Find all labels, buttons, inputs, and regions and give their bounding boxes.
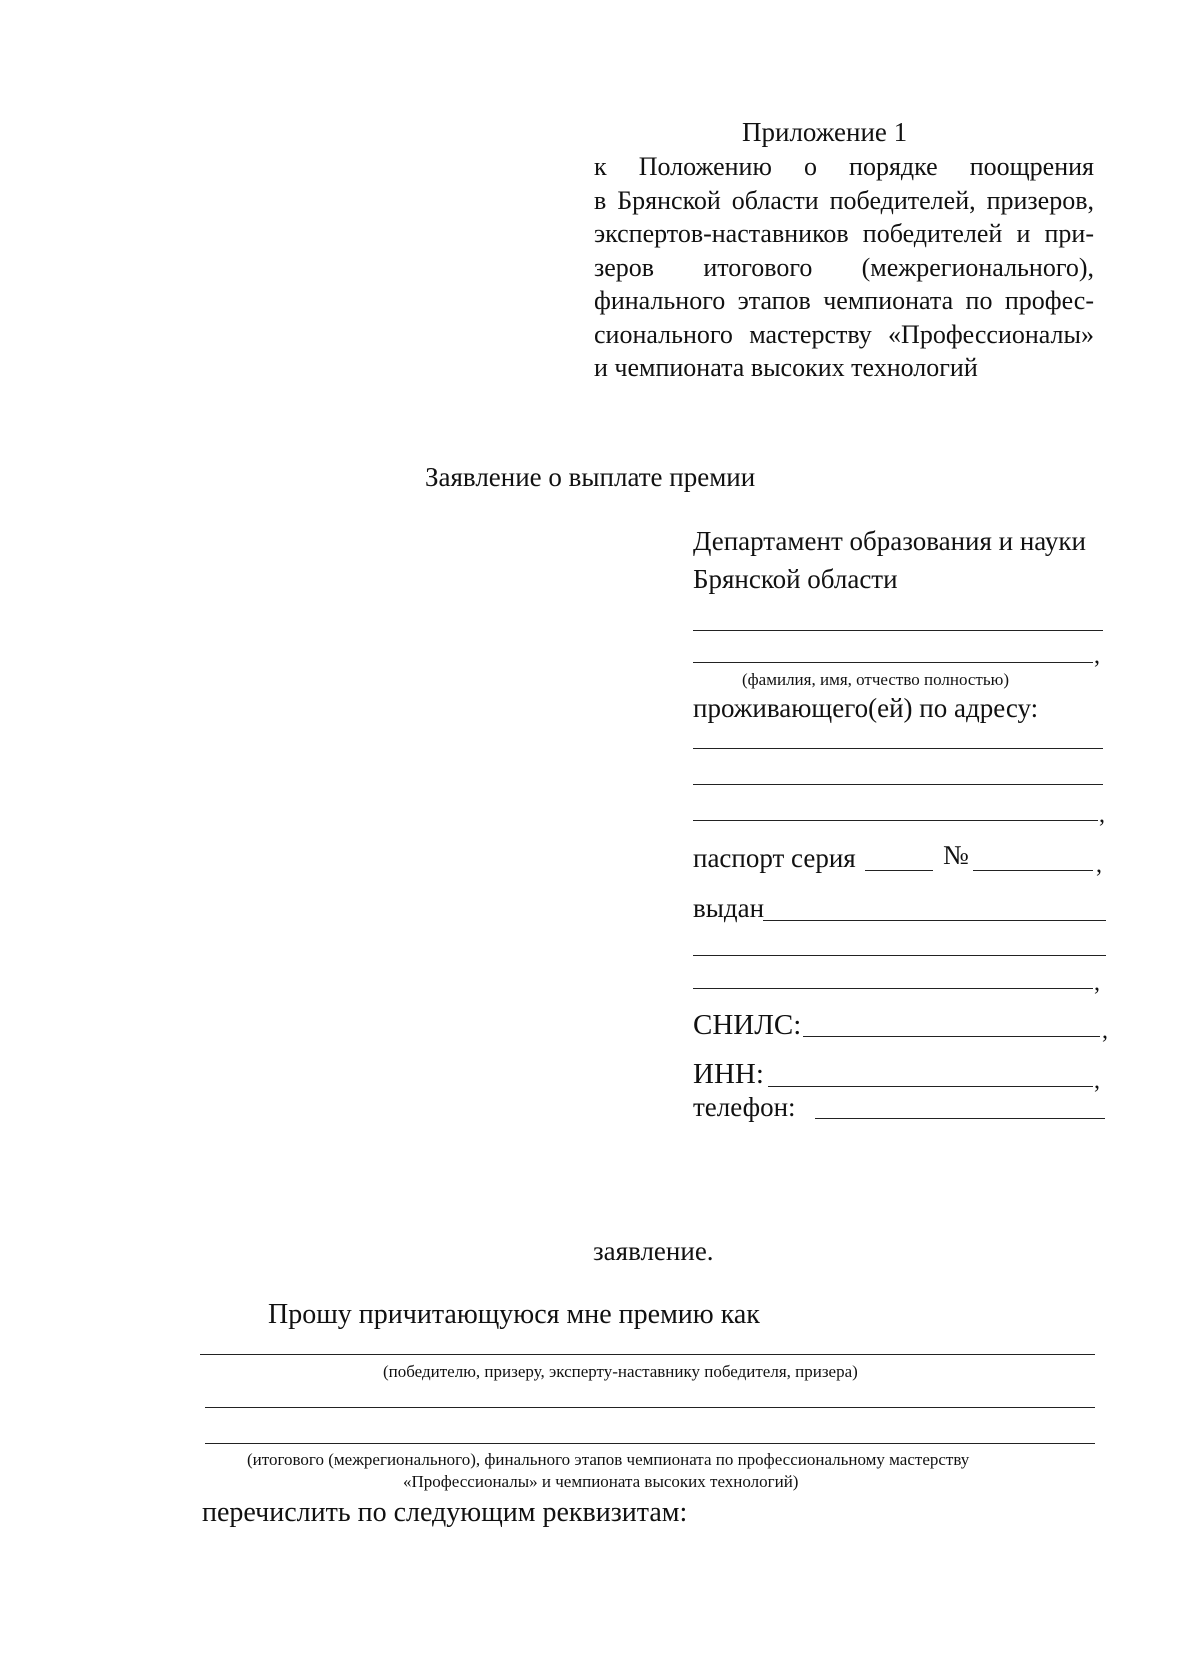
- stage-field-line-2[interactable]: [205, 1443, 1095, 1444]
- addressee-block: [693, 522, 1086, 598]
- appendix-line-3: экспертов-наставников победителей и при-: [594, 219, 1094, 248]
- statement-heading: заявление.: [593, 1236, 714, 1266]
- name-caption: (фамилия, имя, отчество полностью): [742, 670, 1009, 689]
- name-field-line-1[interactable]: [693, 630, 1103, 631]
- inn-comma: ,: [1094, 1068, 1100, 1094]
- appendix-line-5: финального этапов чемпионата по профес-: [594, 286, 1094, 315]
- name-comma: ,: [1094, 643, 1100, 669]
- snils-field[interactable]: [803, 1036, 1100, 1037]
- name-field-line-2[interactable]: [693, 662, 1093, 663]
- passport-series-label: паспорт серия: [693, 843, 856, 873]
- stage-field-line-1[interactable]: [205, 1407, 1095, 1408]
- appendix-line-4: зеров итогового (межрегионального),: [594, 252, 1094, 282]
- passport-comma: ,: [1096, 852, 1102, 878]
- appendix-line-2: в Брянской области победителей, призеров,: [594, 185, 1094, 215]
- address-field-line-3[interactable]: [693, 820, 1098, 821]
- address-field-line-2[interactable]: [693, 784, 1103, 785]
- passport-series-field[interactable]: [865, 870, 933, 871]
- phone-label: телефон:: [693, 1092, 796, 1122]
- inn-label: ИНН:: [693, 1058, 764, 1090]
- snils-comma: ,: [1102, 1018, 1108, 1044]
- phone-field[interactable]: [815, 1118, 1105, 1119]
- transfer-text: перечислить по следующим реквизитам:: [202, 1497, 688, 1528]
- passport-number-field[interactable]: [973, 870, 1093, 871]
- role-caption: (победителю, призеру, эксперту-наставнику победителя, призера): [383, 1362, 858, 1381]
- address-label: проживающего(ей) по адресу:: [693, 693, 1039, 723]
- issued-field-line-2[interactable]: [693, 955, 1106, 956]
- address-field-line-1[interactable]: [693, 748, 1103, 749]
- appendix-title: Приложение 1: [742, 117, 908, 147]
- addressee-line-2: Брянской области: [693, 564, 898, 594]
- inn-field[interactable]: [768, 1086, 1093, 1087]
- address-comma: ,: [1099, 802, 1105, 828]
- issued-comma: ,: [1094, 970, 1100, 996]
- document-title: Заявление о выплате премии: [425, 462, 756, 492]
- snils-label: СНИЛС:: [693, 1009, 802, 1041]
- appendix-reference: [594, 150, 1094, 385]
- role-field[interactable]: [200, 1354, 1095, 1355]
- stage-caption-line-2: «Профессионалы» и чемпионата высоких технологий): [403, 1472, 799, 1491]
- stage-caption-line-1: (итогового (межрегионального), финального этапов чемпионата по профессиональному мастерству: [247, 1450, 970, 1469]
- issued-label: выдан: [693, 893, 765, 923]
- issued-field-line-1[interactable]: [763, 920, 1106, 921]
- addressee-line-1: Департамент образования и науки: [693, 526, 1086, 556]
- issued-field-line-3[interactable]: [693, 988, 1093, 989]
- request-text: Прошу причитающуюся мне премию как: [268, 1299, 760, 1330]
- appendix-line-7: и чемпионата высоких технологий: [594, 353, 978, 382]
- appendix-line-1: к Положению о порядке поощрения: [594, 152, 1094, 181]
- passport-number-label: №: [943, 840, 969, 870]
- appendix-line-6: сионального мастерству «Профессионалы»: [594, 319, 1094, 349]
